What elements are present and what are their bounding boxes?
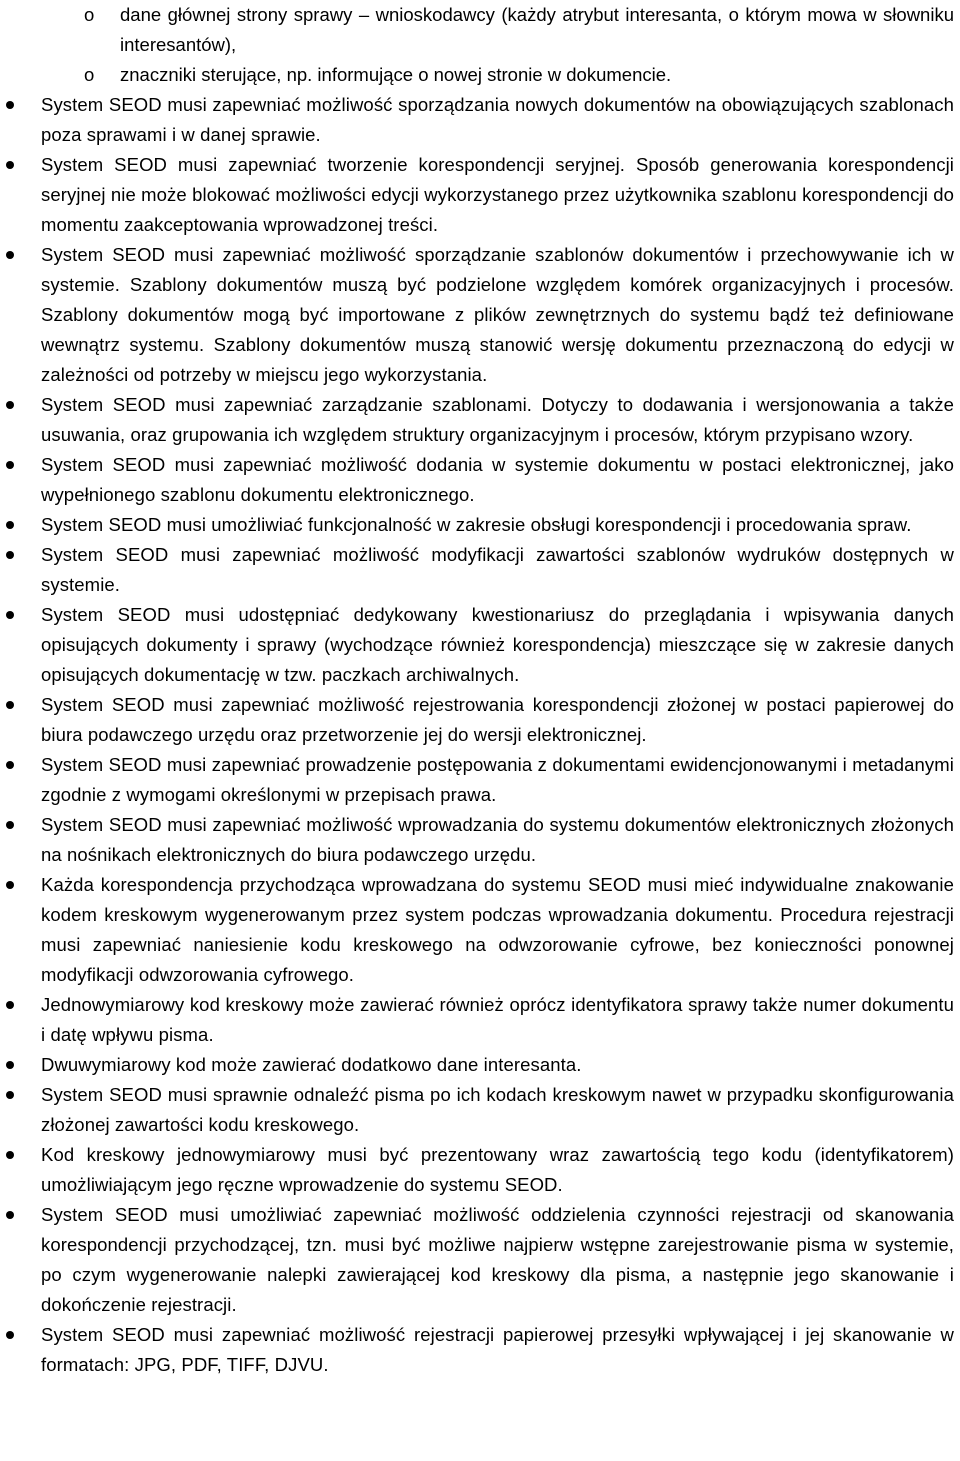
list-item	[0, 1050, 960, 1080]
list-item	[0, 450, 960, 510]
list-item	[0, 390, 960, 450]
requirements-list	[0, 90, 960, 1380]
bullet-icon	[6, 1061, 14, 1069]
bullet-icon	[6, 761, 14, 769]
list-item-text: System SEOD musi udostępniać dedykowany kwestionariusz do przeglądania i wpisywania danych opisujących dokumenty i sprawy (wychodzące również korespondencja) mieszczące się w zakresie danych opisujących dokumentację w tzw. paczkach archiwalnych.	[41, 604, 954, 685]
bullet-icon	[6, 701, 14, 709]
sub-list-item	[0, 60, 960, 90]
list-item	[0, 810, 960, 870]
list-item-text: System SEOD musi umożliwiać funkcjonalność w zakresie obsługi korespondencji i procedowania spraw.	[41, 514, 912, 535]
list-item-text: System SEOD musi zapewniać możliwość modyfikacji zawartości szablonów wydruków dostępnych w systemie.	[41, 544, 954, 595]
bullet-icon	[6, 1331, 14, 1339]
list-item	[0, 1200, 960, 1320]
bullet-icon	[6, 1151, 14, 1159]
list-item	[0, 1140, 960, 1200]
list-item	[0, 870, 960, 990]
sub-list	[0, 0, 960, 90]
list-item	[0, 240, 960, 390]
list-item	[0, 510, 960, 540]
list-item	[0, 1080, 960, 1140]
list-item-text: System SEOD musi zapewniać możliwość wprowadzania do systemu dokumentów elektronicznych złożonych na nośnikach elektronicznych do biura podawczego urzędu.	[41, 814, 954, 865]
bullet-icon	[6, 611, 14, 619]
bullet-icon	[6, 1091, 14, 1099]
list-item-text: Kod kreskowy jednowymiarowy musi być prezentowany wraz zawartością tego kodu (identyfikatorem) umożliwiającym jego ręczne wprowadzenie do systemu SEOD.	[41, 1144, 954, 1195]
list-item	[0, 540, 960, 600]
circle-bullet-marker: o	[84, 4, 95, 25]
circle-bullet-marker: o	[84, 64, 95, 85]
list-item-text: Jednowymiarowy kod kreskowy może zawierać również oprócz identyfikatora sprawy także numer dokumentu i datę wpływu pisma.	[41, 994, 954, 1045]
list-item	[0, 150, 960, 240]
list-item-text: Każda korespondencja przychodząca wprowadzana do systemu SEOD musi mieć indywidualne znakowanie kodem kreskowym wygenerowanym przez system podczas wprowadzania dokumentu. Procedura rejestracji musi zapewniać naniesienie kodu kreskowego na odwzorowanie cyfrowe, bez konieczności ponownej modyfikacji odwzorowania cyfrowego.	[41, 874, 954, 985]
list-item	[0, 750, 960, 810]
list-item-text: System SEOD musi umożliwiać zapewniać możliwość oddzielenia czynności rejestracji od skanowania korespondencji przychodzącej, tzn. musi być możliwe najpierw wstępne zarejestrowanie pisma w systemie, po czym wygenerowanie nalepki zawierającej kod kreskowy dla pisma, a następnie jego skanowanie i dokończenie rejestracji.	[41, 1204, 954, 1315]
list-item-text: System SEOD musi zapewniać prowadzenie postępowania z dokumentami ewidencjonowanymi i metadanymi zgodnie z wymogami określonymi w przepisach prawa.	[41, 754, 954, 805]
bullet-icon	[6, 521, 14, 529]
list-item	[0, 990, 960, 1050]
list-item	[0, 90, 960, 150]
bullet-icon	[6, 461, 14, 469]
bullet-icon	[6, 251, 14, 259]
list-item-text: System SEOD musi zapewniać tworzenie korespondencji seryjnej. Sposób generowania korespondencji seryjnej nie może blokować możliwości edycji wykorzystanego przez użytkownika szablonu korespondencji do momentu zaakceptowania wprowadzonej treści.	[41, 154, 954, 235]
bullet-icon	[6, 821, 14, 829]
list-item-text: System SEOD musi sprawnie odnaleźć pisma po ich kodach kreskowym nawet w przypadku skonfigurowania złożonej zawartości kodu kreskowego.	[41, 1084, 954, 1135]
list-item	[0, 600, 960, 690]
list-item-text: System SEOD musi zapewniać możliwość sporządzanie szablonów dokumentów i przechowywanie ich w systemie. Szablony dokumentów muszą być podzielone względem komórek organizacyjnych i procesów. Szablony dokumentów mogą być importowane z plików zewnętrznych do systemu bądź też definiowane wewnątrz systemu. Szablony dokumentów muszą stanowić wersję dokumentu przeznaczoną do edycji w zależności od potrzeby w miejscu jego wykorzystania.	[41, 244, 954, 385]
list-item-text: System SEOD musi zapewniać możliwość rejestrowania korespondencji złożonej w postaci papierowej do biura podawczego urzędu oraz przetworzenie jej do wersji elektronicznej.	[41, 694, 954, 745]
bullet-icon	[6, 1001, 14, 1009]
bullet-icon	[6, 551, 14, 559]
bullet-icon	[6, 1211, 14, 1219]
bullet-icon	[6, 881, 14, 889]
bullet-icon	[6, 401, 14, 409]
list-item	[0, 1320, 960, 1380]
sub-list-item	[0, 0, 960, 60]
sub-list-item-text: znaczniki sterujące, np. informujące o nowej stronie w dokumencie.	[120, 64, 672, 85]
list-item	[0, 690, 960, 750]
list-item-text: Dwuwymiarowy kod może zawierać dodatkowo dane interesanta.	[41, 1054, 582, 1075]
bullet-icon	[6, 161, 14, 169]
list-item-text: System SEOD musi zapewniać możliwość dodania w systemie dokumentu w postaci elektronicznej, jako wypełnionego szablonu dokumentu elektronicznego.	[41, 454, 954, 505]
list-item-text: System SEOD musi zapewniać możliwość rejestracji papierowej przesyłki wpływającej i jej skanowanie w formatach: JPG, PDF, TIFF, DJVU.	[41, 1324, 954, 1375]
sub-list-item-text: dane głównej strony sprawy – wnioskodawcy (każdy atrybut interesanta, o którym mowa w słowniku interesantów),	[120, 4, 954, 55]
bullet-icon	[6, 101, 14, 109]
list-item-text: System SEOD musi zapewniać możliwość sporządzania nowych dokumentów na obowiązujących szablonach poza sprawami i w danej sprawie.	[41, 94, 954, 145]
list-item-text: System SEOD musi zapewniać zarządzanie szablonami. Dotyczy to dodawania i wersjonowania a także usuwania, oraz grupowania ich względem struktury organizacyjnym i procesów, którym przypisano wzory.	[41, 394, 954, 445]
